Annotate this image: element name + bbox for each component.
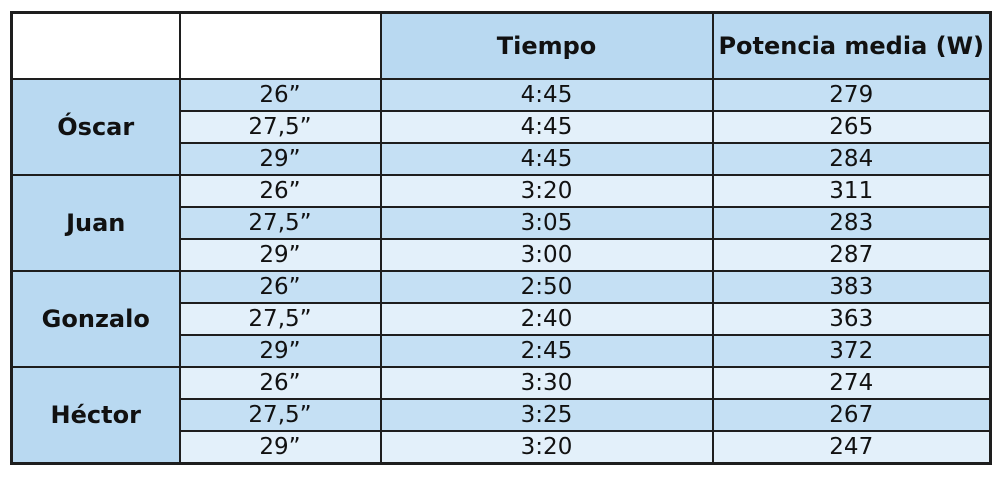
- rider-name-cell: Juan: [12, 175, 180, 271]
- time-cell: 3:05: [381, 207, 713, 239]
- time-cell: 4:45: [381, 79, 713, 111]
- header-tiempo: Tiempo: [381, 13, 713, 80]
- power-cell: 279: [713, 79, 991, 111]
- power-cell: 283: [713, 207, 991, 239]
- power-cell: 265: [713, 111, 991, 143]
- time-cell: 3:20: [381, 431, 713, 464]
- table-row: [12, 367, 991, 399]
- table-container: [10, 11, 992, 465]
- header-potencia-media: Potencia media (W): [713, 13, 991, 80]
- time-cell: 2:40: [381, 303, 713, 335]
- time-cell: 3:20: [381, 175, 713, 207]
- time-cell: 3:00: [381, 239, 713, 271]
- table-row: [12, 271, 991, 303]
- header-cell-empty: [180, 13, 381, 80]
- size-cell: 29”: [180, 239, 381, 271]
- header-row: [12, 13, 991, 80]
- power-cell: 311: [713, 175, 991, 207]
- power-cell: 363: [713, 303, 991, 335]
- size-cell: 29”: [180, 143, 381, 175]
- size-cell: 26”: [180, 79, 381, 111]
- size-cell: 29”: [180, 335, 381, 367]
- time-cell: 4:45: [381, 111, 713, 143]
- time-cell: 3:25: [381, 399, 713, 431]
- size-cell: 27,5”: [180, 207, 381, 239]
- table-row: [12, 175, 991, 207]
- power-cell: 267: [713, 399, 991, 431]
- rider-name-cell: Gonzalo: [12, 271, 180, 367]
- size-cell: 27,5”: [180, 111, 381, 143]
- power-cell: 284: [713, 143, 991, 175]
- time-cell: 2:50: [381, 271, 713, 303]
- time-cell: 2:45: [381, 335, 713, 367]
- time-cell: 3:30: [381, 367, 713, 399]
- rider-name-cell: Óscar: [12, 79, 180, 175]
- size-cell: 29”: [180, 431, 381, 464]
- size-cell: 27,5”: [180, 399, 381, 431]
- power-cell: 372: [713, 335, 991, 367]
- power-cell: 287: [713, 239, 991, 271]
- power-cell: 247: [713, 431, 991, 464]
- header-cell-empty: [12, 13, 180, 80]
- results-table: [10, 11, 992, 465]
- size-cell: 27,5”: [180, 303, 381, 335]
- power-cell: 274: [713, 367, 991, 399]
- size-cell: 26”: [180, 175, 381, 207]
- size-cell: 26”: [180, 271, 381, 303]
- table-row: [12, 79, 991, 111]
- time-cell: 4:45: [381, 143, 713, 175]
- size-cell: 26”: [180, 367, 381, 399]
- rider-name-cell: Héctor: [12, 367, 180, 464]
- power-cell: 383: [713, 271, 991, 303]
